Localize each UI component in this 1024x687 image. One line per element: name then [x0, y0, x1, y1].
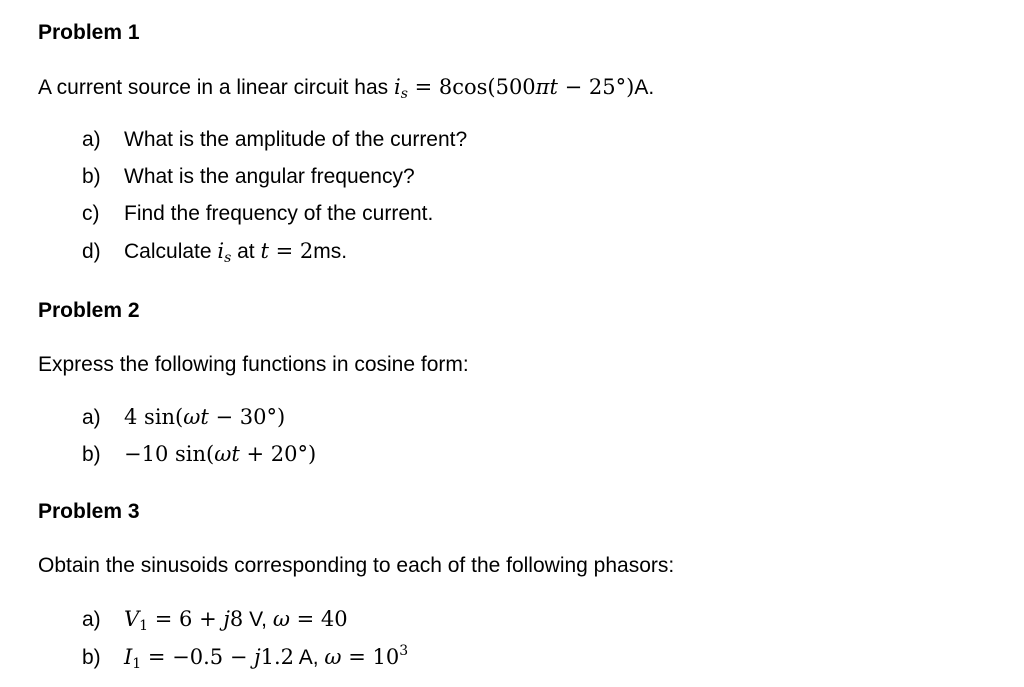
problem-2-item-a: a) 4 sin(ωt − 30°): [82, 405, 286, 429]
problem-3-title: Problem 3: [38, 500, 140, 523]
problem-1-statement: A current source in a linear circuit has $i_s = 8\cos(500\pi t - 25^\circ)A$.: [38, 75, 655, 102]
problem-3-item-b: b) $I_1 = -0.5 - j1.2$ A, $\omega = 10^3$: [82, 643, 409, 672]
problem-2-item-b: b) −10 sin(ωt + 20°): [82, 442, 317, 466]
problem-1-item-a: a) What is the amplitude of the current?: [82, 128, 468, 151]
problem-1-item-d: d) Calculate $i_s$ at t = 2ms.: [82, 239, 348, 266]
problem-2-title: Problem 2: [38, 299, 140, 322]
problem-2-statement: Express the following functions in cosine form:: [38, 353, 469, 376]
problem-1-item-c: c) Find the frequency of the current.: [82, 202, 434, 225]
problem-3-statement: Obtain the sinusoids corresponding to each of the following phasors:: [38, 554, 675, 577]
problem-1-item-b: b) What is the angular frequency?: [82, 165, 415, 188]
problem-1-title: Problem 1: [38, 21, 140, 44]
problem-3-item-a: a) $V_1 = 6 + j8$ V, ω = 40: [82, 607, 348, 634]
